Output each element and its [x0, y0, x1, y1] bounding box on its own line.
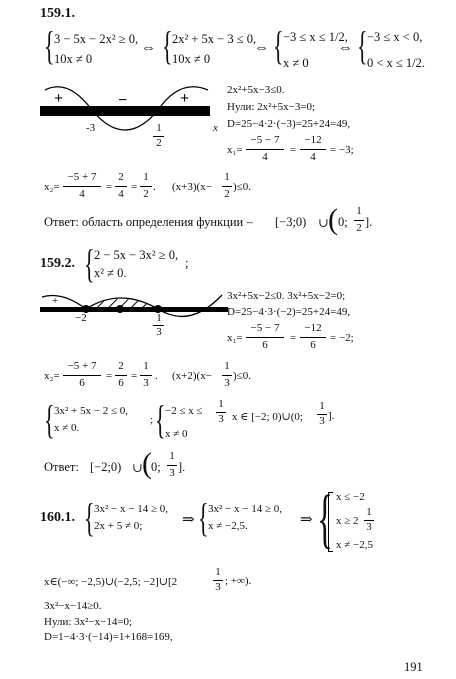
semicolon: ; — [185, 256, 189, 270]
fraction-den: 2 — [143, 188, 149, 200]
implies-arrow: ⇒ — [300, 512, 313, 528]
fraction-den: 3 — [143, 377, 149, 389]
paren: ( — [142, 447, 152, 480]
set-notation: ]. — [328, 410, 335, 422]
equals: = — [131, 181, 138, 193]
brace: { — [317, 482, 333, 555]
brace: { — [198, 495, 209, 540]
sign-minus: − — [118, 92, 128, 109]
system-line: 2x + 5 ≠ 0; — [94, 520, 143, 532]
equivalence-arrow: ⇔ — [254, 40, 269, 56]
fraction-num: 1 — [169, 450, 175, 462]
brace: { — [84, 241, 95, 286]
fraction-num: 2 — [118, 171, 124, 183]
problem-title: 159.1. — [40, 6, 75, 21]
fraction-bar — [115, 375, 127, 376]
system-line: −2 ≤ x ≤ — [165, 405, 203, 417]
brace: { — [44, 397, 55, 442]
answer-interval: 0; — [151, 460, 161, 474]
fraction-num: −12 — [304, 134, 322, 146]
sign-plus: + — [52, 295, 59, 307]
result: = −2; — [330, 332, 354, 344]
fraction-den: 4 — [118, 188, 124, 200]
fraction-num: −5 − 7 — [250, 322, 280, 334]
system-line: 3x² + 5x − 2 ≤ 0, — [54, 405, 128, 417]
sign-plus: + — [180, 90, 190, 107]
system-line: −3 ≤ x < 0, — [367, 30, 423, 44]
fraction-bar — [140, 186, 152, 187]
fraction-num: 1 — [215, 566, 221, 578]
system-line: −3 ≤ x ≤ 1/2, — [283, 30, 348, 44]
system-line: 2 − 5x − 3x² ≥ 0, — [94, 248, 179, 262]
root-x1-label: x₁= — [227, 144, 243, 156]
fraction-num: 1 — [224, 171, 230, 183]
sign-chart-159-1 — [40, 80, 230, 150]
brace: { — [84, 495, 95, 540]
fraction-den: 3 — [319, 415, 325, 427]
equals: = — [290, 332, 297, 344]
period: . — [153, 181, 156, 193]
axis-label-x: x — [213, 122, 218, 134]
solution-line: 3x²+5x−2≤0. 3x²+5x−2=0; — [227, 290, 346, 302]
root-label-num: 1 — [156, 312, 162, 324]
system-line: x ≠ 0 — [283, 56, 309, 70]
fraction-bar — [354, 220, 364, 221]
fraction-num: 1 — [356, 205, 362, 217]
solution-line: 3x²−x−14≥0. — [44, 600, 102, 612]
system-line: x ≥ 2 — [336, 515, 359, 527]
root-x2-label: x₂= — [44, 370, 60, 382]
fraction-num: 1 — [224, 360, 230, 372]
bracket — [328, 492, 333, 552]
fraction-num: −12 — [304, 322, 322, 334]
system-line: 10x ≠ 0 — [172, 52, 211, 66]
fraction-num: −5 + 7 — [67, 171, 97, 183]
fraction-num: 1 — [319, 400, 325, 412]
fraction-den: 6 — [310, 339, 316, 351]
system-line: x ≠ 0 — [165, 428, 188, 440]
system-line: 2x² + 5x − 3 ≤ 0, — [172, 32, 257, 46]
paren: ( — [328, 203, 338, 236]
fraction-num: 1 — [143, 360, 149, 372]
answer-interval: [−3;0) — [275, 215, 307, 229]
set-notation: ; +∞). — [225, 575, 252, 587]
union-sign: ∪ — [132, 461, 143, 475]
fraction-num: 2 — [118, 360, 124, 372]
system-line: x ≠ −2,5. — [208, 520, 248, 532]
brace: { — [155, 397, 166, 442]
fraction-den: 3 — [366, 521, 372, 533]
fraction-num: 1 — [366, 506, 372, 518]
result: = −3; — [330, 144, 354, 156]
root-x2-label: x₂= — [44, 181, 60, 193]
fraction-num: −5 − 7 — [250, 134, 280, 146]
fraction-num: 1 — [218, 398, 224, 410]
root-label-den: 2 — [156, 137, 162, 149]
solution-line: 2x²+5x−3≤0. — [227, 84, 285, 96]
root-label: −2 — [75, 312, 87, 324]
system-line: x ≠ 0. — [54, 422, 80, 434]
brace: { — [162, 23, 173, 68]
fraction-den: 3 — [215, 581, 221, 593]
answer-interval: [−2;0) — [90, 460, 122, 474]
answer-text: Ответ: область определения функции – — [44, 215, 253, 229]
fraction-den: 6 — [79, 377, 85, 389]
fraction-bar — [300, 149, 326, 150]
equivalence-arrow: ⇔ — [141, 40, 156, 56]
system-line: 3x² − x − 14 ≥ 0, — [208, 503, 282, 515]
brace: { — [357, 23, 368, 68]
inequality-part: (x+2)(x− — [172, 370, 212, 382]
equals: = — [106, 370, 113, 382]
problem-title: 159.2. — [40, 256, 75, 271]
fraction-bar — [300, 337, 326, 338]
system-line: x² ≠ 0. — [94, 266, 127, 280]
fraction-bar — [140, 375, 152, 376]
system-line: 0 < x ≤ 1/2. — [367, 56, 426, 70]
fraction-den: 4 — [262, 151, 268, 163]
solution-line: D=1−4·3·(−14)=1+168=169, — [44, 631, 173, 643]
fraction-bar — [222, 375, 232, 376]
fraction-den: 4 — [79, 188, 85, 200]
equals: = — [131, 370, 138, 382]
equals: = — [106, 181, 113, 193]
period: . — [155, 370, 158, 382]
fraction-bar — [246, 337, 284, 338]
fraction-den: 6 — [262, 339, 268, 351]
implies-arrow: ⇒ — [182, 512, 195, 528]
fraction-bar — [115, 186, 127, 187]
root-label-num: 1 — [156, 122, 162, 134]
problem-title: 160.1. — [40, 510, 75, 525]
system-line: x ≠ −2,5 — [336, 539, 373, 551]
system-line: 10x ≠ 0 — [54, 52, 93, 66]
fraction-den: 3 — [224, 377, 230, 389]
fraction-den: 2 — [356, 222, 362, 234]
sign-chart-159-2 — [40, 285, 235, 330]
equals: = — [290, 144, 297, 156]
equivalence-arrow: ⇔ — [338, 40, 353, 56]
fraction-den: 4 — [310, 151, 316, 163]
inequality-part: )≤0. — [233, 370, 251, 382]
fraction-den: 3 — [218, 413, 224, 425]
solution-line: D=25−4·2·(−3)=25+24=49, — [227, 118, 351, 130]
inequality-part: (x+3)(x− — [172, 181, 212, 193]
solution-line: Нули: 3x²−x−14=0; — [44, 616, 133, 628]
fraction-bar — [167, 465, 177, 466]
brace: { — [273, 23, 284, 68]
system-line: 3 − 5x − 2x² ≥ 0, — [54, 32, 139, 46]
root-x1-label: x₁= — [227, 332, 243, 344]
system-line: 3x² − x − 14 ≥ 0, — [94, 503, 168, 515]
root-label-den: 3 — [156, 326, 162, 338]
answer-interval: 0; — [338, 215, 348, 229]
root-label: -3 — [86, 122, 96, 134]
fraction-bar — [222, 186, 232, 187]
solution-line: D=25−4·3·(−2)=25+24=49, — [227, 306, 351, 318]
brace: { — [44, 23, 55, 68]
page-number: 191 — [404, 660, 423, 674]
fraction-den: 6 — [118, 377, 124, 389]
sign-plus: + — [54, 90, 64, 107]
semicolon: ; — [150, 414, 154, 426]
fraction-bar — [246, 149, 284, 150]
solution-line: Нули: 2x²+5x−3=0; — [227, 101, 316, 113]
answer-interval: ]. — [178, 460, 186, 474]
union-sign: ∪ — [318, 216, 329, 230]
inequality-part: )≤0. — [233, 181, 251, 193]
system-line: x ≤ −2 — [336, 491, 365, 503]
fraction-bar — [63, 186, 101, 187]
answer-text: Ответ: — [44, 460, 79, 474]
fraction-bar — [63, 375, 101, 376]
set-notation: x∈(−∞; −2,5)∪(−2,5; −2]∪[2 — [44, 576, 178, 588]
fraction-den: 3 — [169, 467, 175, 479]
answer-interval: ]. — [365, 215, 373, 229]
fraction-den: 2 — [224, 188, 230, 200]
fraction-num: 1 — [143, 171, 149, 183]
set-notation: x ∈ [−2; 0)∪(0; — [232, 411, 303, 423]
fraction-num: −5 + 7 — [67, 360, 97, 372]
